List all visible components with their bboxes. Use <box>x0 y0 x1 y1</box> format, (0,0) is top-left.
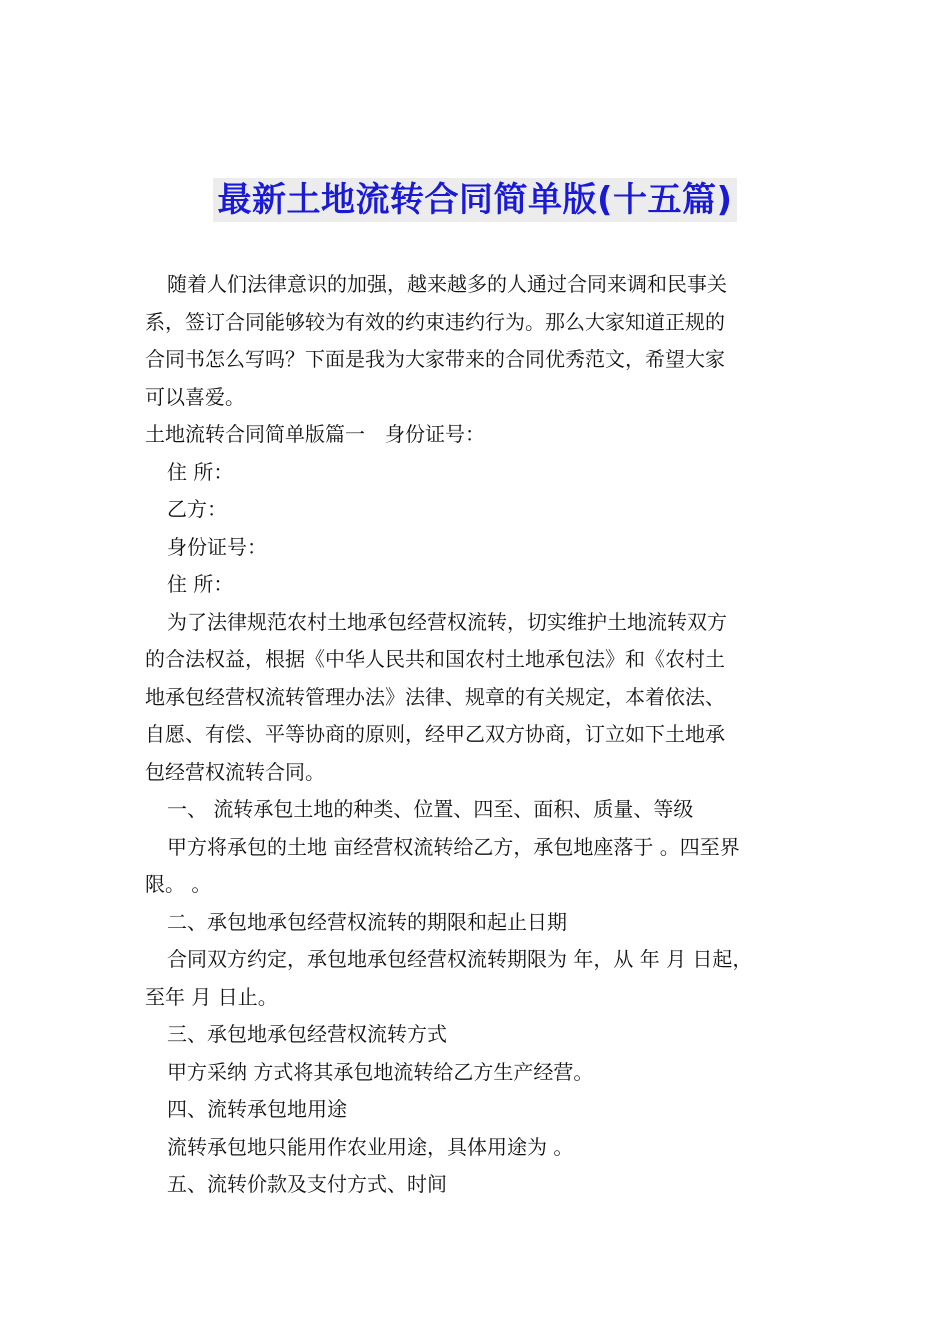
text-line: 可以喜爱。 <box>145 384 245 409</box>
text-line: 为了法律规范农村土地承包经营权流转，切实维护土地流转双方 <box>167 609 727 634</box>
text-line: 住 所： <box>167 572 234 596</box>
text-line: 身份证号： <box>167 534 267 559</box>
document-body <box>145 266 815 1204</box>
text-line: 的合法权益，根据《中华人民共和国农村土地承包法》和《农村土 <box>145 647 725 671</box>
text-line: 流转承包地只能用作农业用途，具体用途为 。 <box>167 1134 574 1159</box>
text-line: 自愿、有偿、平等协商的原则，经甲乙双方协商，订立如下土地承 <box>145 722 725 746</box>
text-line: 甲方采纳 方式将其承包地流转给乙方生产经营。 <box>167 1059 594 1084</box>
text-line: 包经营权流转合同。 <box>145 759 325 784</box>
text-line: 住 所： <box>167 459 234 484</box>
text-line: 二、承包地承包经营权流转的期限和起止日期 <box>167 909 567 934</box>
text-line: 五、流转价款及支付方式、时间 <box>167 1172 447 1196</box>
text-line: 系，签订合同能够较为有效的约束违约行为。那么大家知道正规的 <box>145 309 725 334</box>
text-line: 随着人们法律意识的加强，越来越多的人通过合同来调和民事关 <box>167 272 727 296</box>
text-line: 土地流转合同简单版篇一 身份证号： <box>145 422 485 446</box>
text-line: 四、流转承包地用途 <box>167 1097 347 1121</box>
document-title: 最新土地流转合同简单版(十五篇) <box>213 178 736 222</box>
text-line: 乙方： <box>167 497 227 521</box>
text-line: 至年 月 日止。 <box>145 984 278 1009</box>
text-line: 三、承包地承包经营权流转方式 <box>167 1022 447 1046</box>
text-line: 合同双方约定，承包地承包经营权流转期限为 年，从 年 月 日起， <box>167 947 753 971</box>
text-line: 甲方将承包的土地 亩经营权流转给乙方，承包地座落于 。四至界 <box>167 834 740 859</box>
title-container <box>0 178 950 222</box>
text-line: 合同书怎么写吗？下面是我为大家带来的合同优秀范文，希望大家 <box>145 347 725 371</box>
text-line: 限。 。 <box>145 872 212 896</box>
text-line: 地承包经营权流转管理办法》法律、规章的有关规定，本着依法、 <box>145 684 725 709</box>
text-line: 一、 流转承包土地的种类、位置、四至、面积、质量、等级 <box>167 797 694 821</box>
